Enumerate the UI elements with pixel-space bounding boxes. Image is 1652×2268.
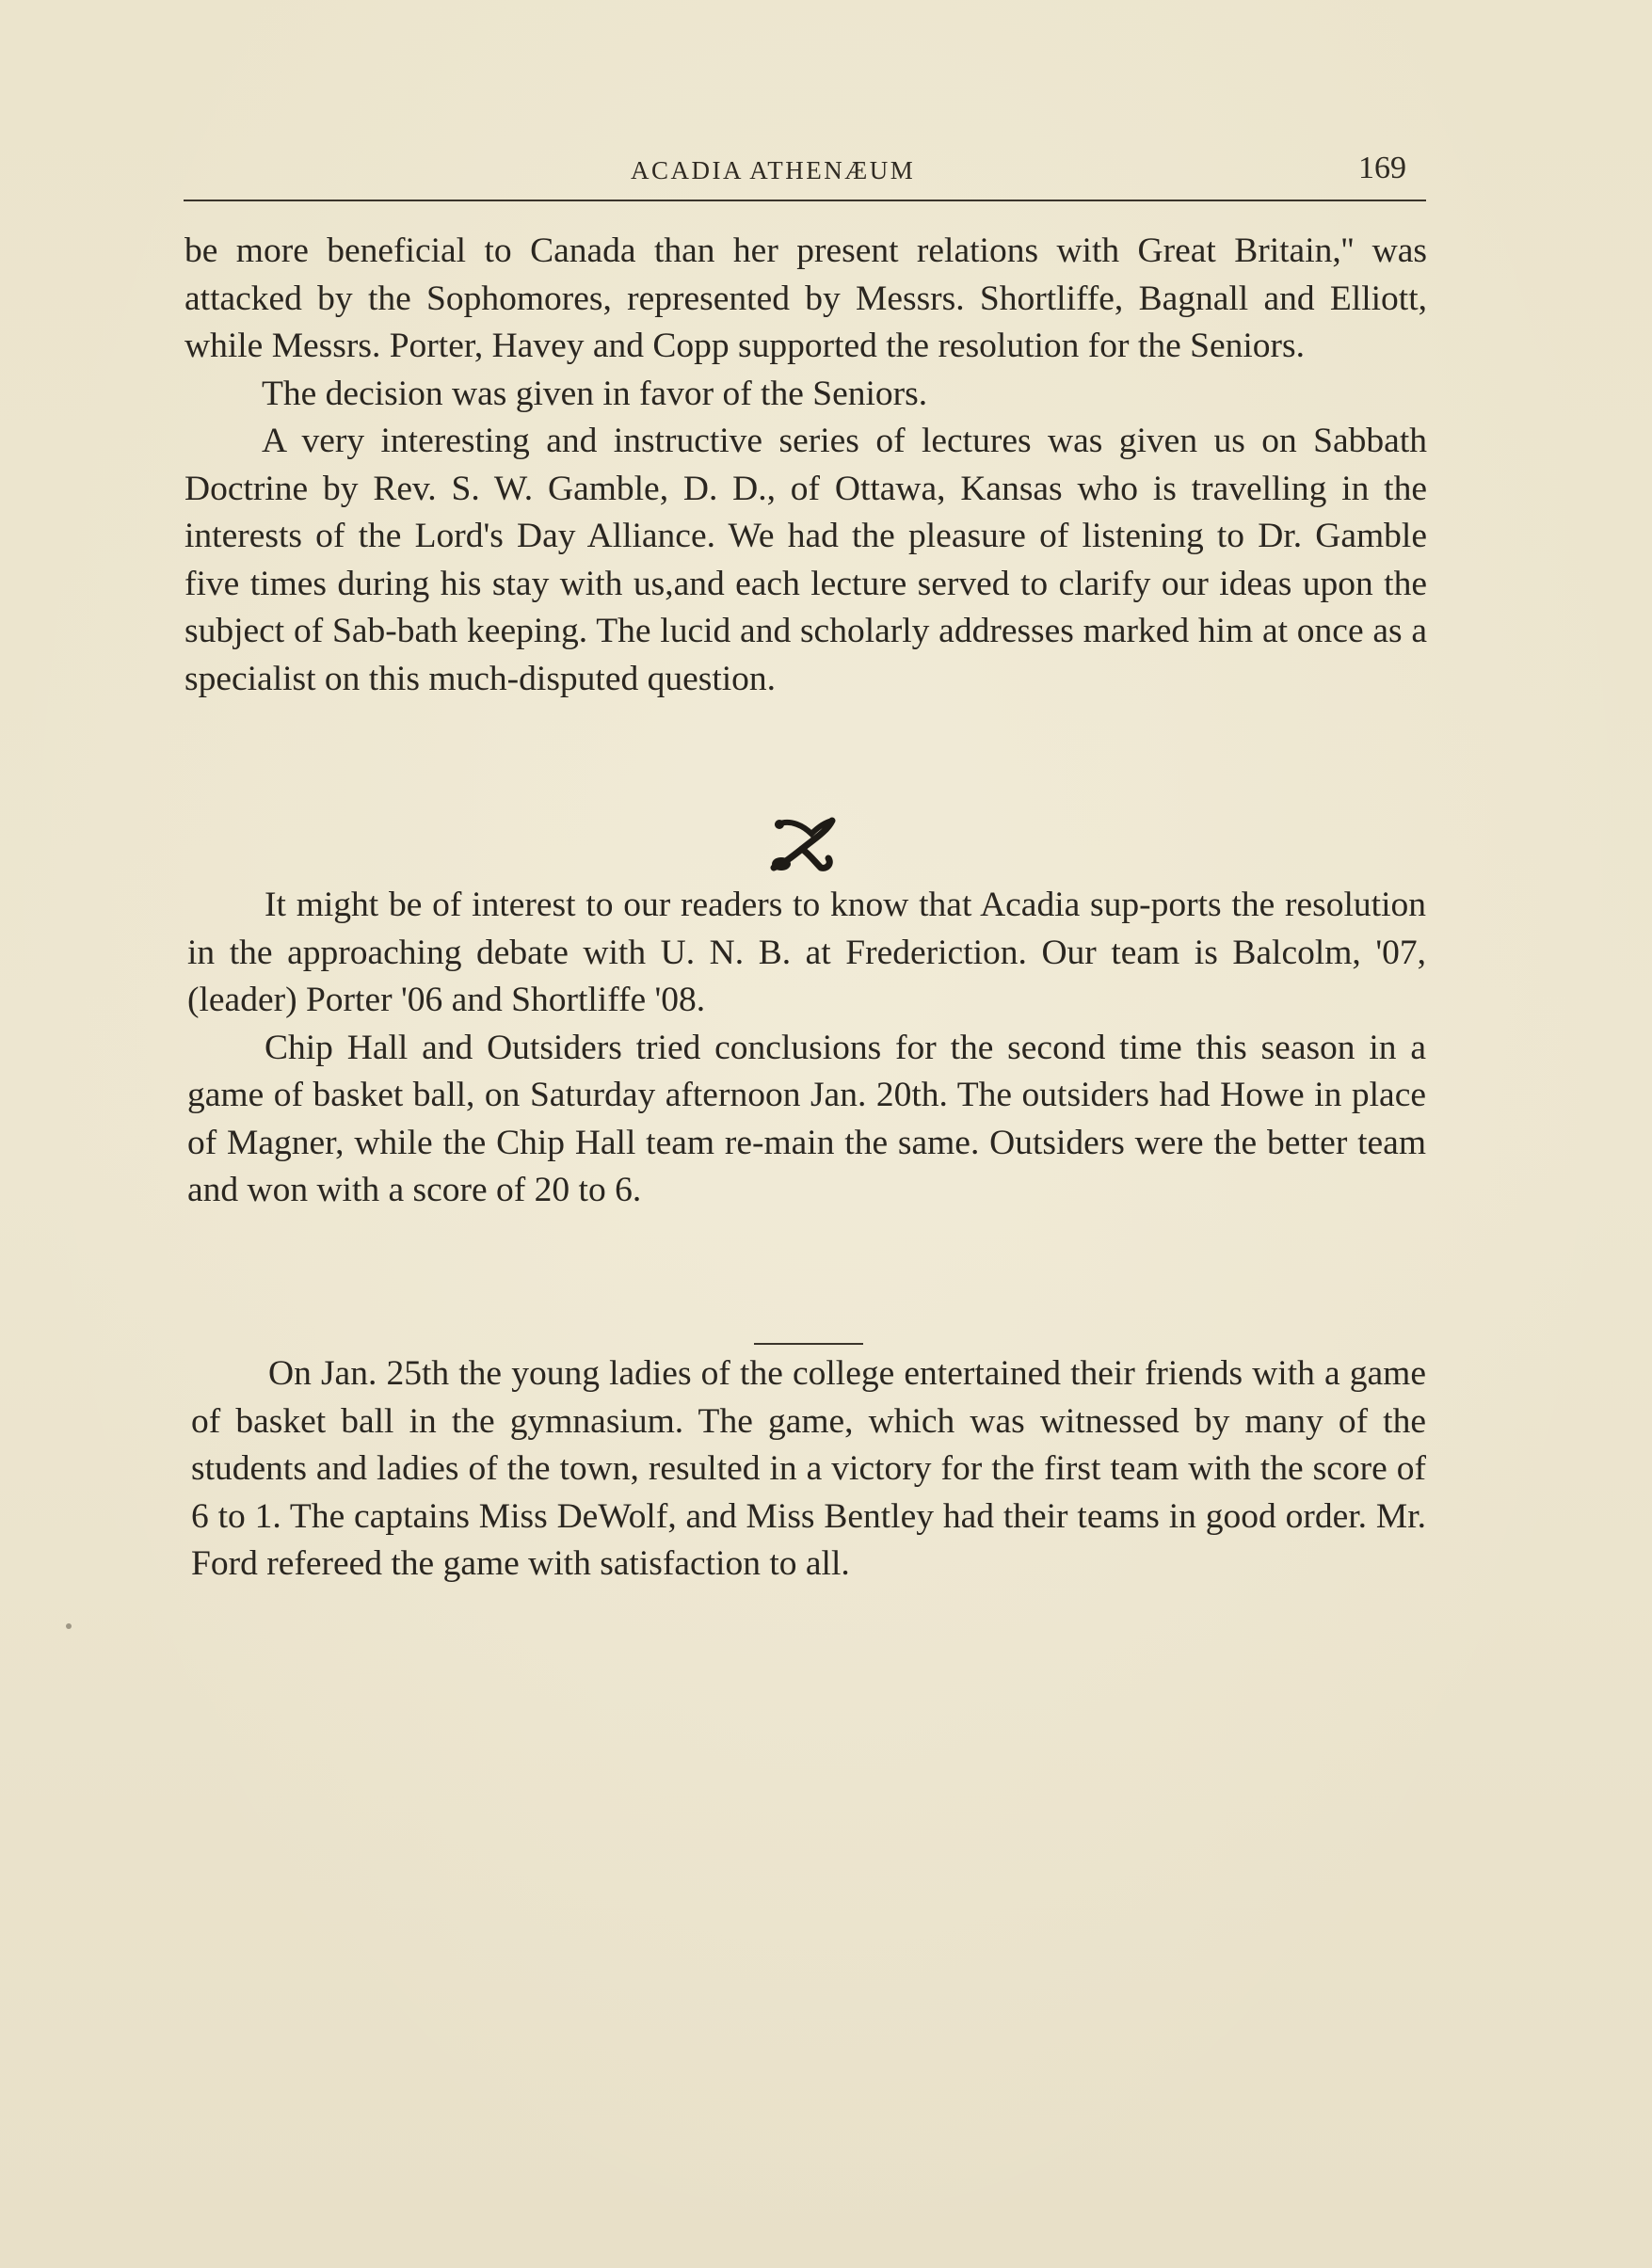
- section-divider: [754, 1343, 863, 1345]
- paragraph-lectures: A very interesting and instructive series of lectures was given us on Sabbath Doctrine by Rev. S. W. Gamble, D. D., of Ottawa, Kansas who is travelling in the interests of the Lord's Day Alliance. We had the pleasure of listening to Dr. Gamble five times during his stay with us,and each lecture served to clarify our ideas upon the subject of Sab-bath keeping. The lucid and scholarly addresses marked him at once as a specialist on this much-disputed question.: [184, 422, 1427, 698]
- paragraph-chip-hall-game: Chip Hall and Outsiders tried conclusions for the second time this season in a game of basket ball, on Saturday afternoon Jan. 20th. The outsiders had Howe in place of Magner, while the Chip Hall team re-main the same. Outsiders were the better team and won with a score of 20 to 6.: [187, 1028, 1426, 1209]
- page-number: 169: [1358, 151, 1406, 185]
- text-section-ladies-basketball: [191, 1350, 1426, 1589]
- text-section-debate-and-lectures: [184, 228, 1427, 703]
- fleuron-ornament-icon: [759, 811, 843, 877]
- running-head: [0, 151, 1652, 198]
- text-section-debate-and-basketball: [187, 882, 1426, 1215]
- running-title: ACADIA ATHENÆUM: [631, 156, 916, 184]
- paragraph-ladies-game: On Jan. 25th the young ladies of the college entertained their friends with a game of basket ball in the gymnasium. The game, which was witnessed by many of the students and ladies of the town, resulted in a victory for the first team with the score of 6 to 1. The captains Miss DeWolf, and Miss Bentley had their teams in good order. Mr. Ford refereed the game with satisfaction to all.: [191, 1354, 1426, 1583]
- paragraph-debate-continuation: be more beneficial to Canada than her present relations with Great Britain,'' was attacked by the Sophomores, represented by Messrs. Shortliffe, Bagnall and Elliott, while Messrs. Porter, Havey and Copp supported the resolution for the Seniors.: [184, 232, 1427, 365]
- header-rule: [184, 200, 1426, 201]
- paper-speck: [66, 1623, 72, 1629]
- paragraph-decision: The decision was given in favor of the Seniors.: [262, 374, 928, 413]
- paragraph-debate-team: It might be of interest to our readers to know that Acadia sup-ports the resolution in the approaching debate with U. N. B. at Frederiction. Our team is Balcolm, '07, (leader) Porter '06 and Shortliffe '08.: [187, 886, 1426, 1019]
